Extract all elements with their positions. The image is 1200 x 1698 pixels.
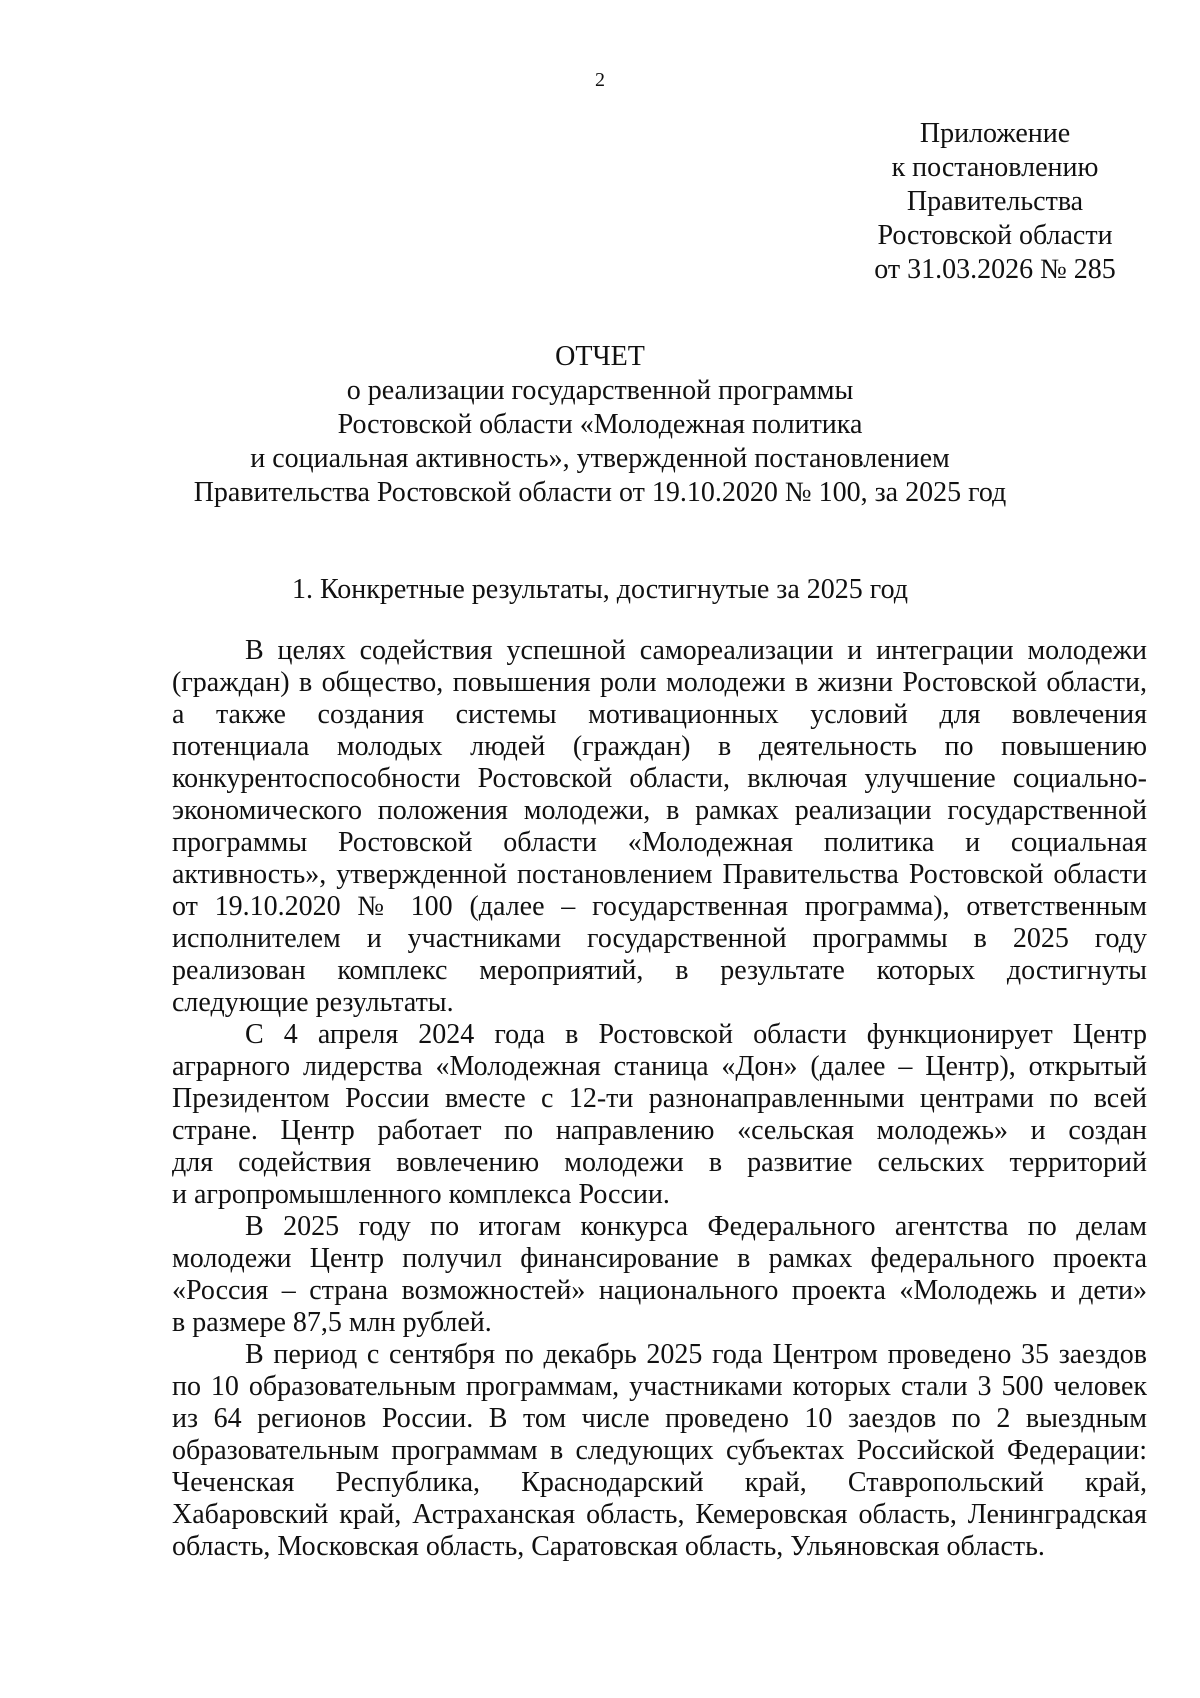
text-line: стране. Центр работает по направлению «сельская молодежь» и создан <box>172 1115 1147 1146</box>
appendix-line: к постановлению <box>891 152 1099 183</box>
text-line: «Россия – страна возможностей» национального проекта «Молодежь и дети» <box>172 1275 1147 1306</box>
text-line: область, Московская область, Саратовская область, Ульяновская область. <box>172 1531 1045 1562</box>
text-line: исполнителем и участниками государственной программы в 2025 году <box>172 923 1147 954</box>
appendix-line: от 31.03.2026 № 285 <box>874 254 1116 285</box>
text-line: С 4 апреля 2024 года в Ростовской области функционирует Центр <box>245 1019 1147 1050</box>
text-line: конкурентоспособности Ростовской области, включая улучшение социально- <box>172 763 1147 794</box>
appendix-line: Приложение <box>919 118 1071 149</box>
text-line: В целях содействия успешной самореализации и интеграции молодежи <box>245 635 1147 666</box>
text-line: образовательным программам в следующих субъектах Российской Федерации: <box>172 1435 1147 1466</box>
text-line: Президентом России вместе с 12-ти разнонаправленными центрами по всей <box>172 1083 1147 1114</box>
paragraph-2 <box>172 1019 1147 1211</box>
appendix-block <box>830 117 1160 287</box>
text-line: экономического положения молодежи, в рамках реализации государственной <box>172 795 1147 826</box>
text-line: из 64 регионов России. В том числе проведено 10 заездов по 2 выездным <box>172 1403 1147 1434</box>
page-number: 2 <box>595 69 605 91</box>
text-line: и агропромышленного комплекса России. <box>172 1179 670 1210</box>
text-line: следующие результаты. <box>172 987 454 1018</box>
text-line: в размере 87,5 млн рублей. <box>172 1307 492 1338</box>
text-line: для содействия вовлечению молодежи в развитие сельских территорий <box>172 1147 1147 1178</box>
text-line: реализован комплекс мероприятий, в результате которых достигнуты <box>172 955 1147 986</box>
text-line: Хабаровский край, Астраханская область, Кемеровская область, Ленинградская <box>172 1499 1147 1530</box>
text-line: программы Ростовской области «Молодежная политика и социальная <box>172 827 1147 858</box>
text-line: а также создания системы мотивационных условий для вовлечения <box>172 699 1147 730</box>
section-heading: 1. Конкретные результаты, достигнутые за 2025 год <box>291 574 909 605</box>
text-line: В 2025 году по итогам конкурса Федерального агентства по делам <box>245 1211 1147 1242</box>
title-line: о реализации государственной программы <box>346 375 854 406</box>
appendix-line: Ростовской области <box>877 220 1113 251</box>
text-line: потенциала молодых людей (граждан) в деятельность по повышению <box>172 731 1147 762</box>
paragraph-3 <box>172 1211 1147 1339</box>
text-line: Чеченская Республика, Краснодарский край, Ставропольский край, <box>172 1467 1147 1498</box>
title-heading: ОТЧЕТ <box>555 341 645 372</box>
body-text <box>172 635 1147 1563</box>
text-line: аграрного лидерства «Молодежная станица «Дон» (далее – Центр), открытый <box>172 1051 1147 1082</box>
paragraph-4 <box>172 1339 1147 1563</box>
appendix-line: Правительства <box>906 186 1084 217</box>
document-title <box>0 340 1200 510</box>
text-line: по 10 образовательным программам, участниками которых стали 3 500 человек <box>172 1371 1147 1402</box>
title-line: и социальная активность», утвержденной постановлением <box>250 443 950 474</box>
paragraph-1 <box>172 635 1147 1019</box>
text-line: (граждан) в общество, повышения роли молодежи в жизни Ростовской области, <box>172 667 1147 698</box>
title-line: Ростовской области «Молодежная политика <box>337 409 863 440</box>
text-line: В период с сентября по декабрь 2025 года Центром проведено 35 заездов <box>245 1339 1147 1370</box>
text-line: от 19.10.2020 № 100 (далее – государственная программа), ответственным <box>172 891 1147 922</box>
title-line: Правительства Ростовской области от 19.10.2020 № 100, за 2025 год <box>193 477 1007 508</box>
text-line: молодежи Центр получил финансирование в рамках федерального проекта <box>172 1243 1147 1274</box>
text-line: активность», утвержденной постановлением Правительства Ростовской области <box>172 859 1147 890</box>
